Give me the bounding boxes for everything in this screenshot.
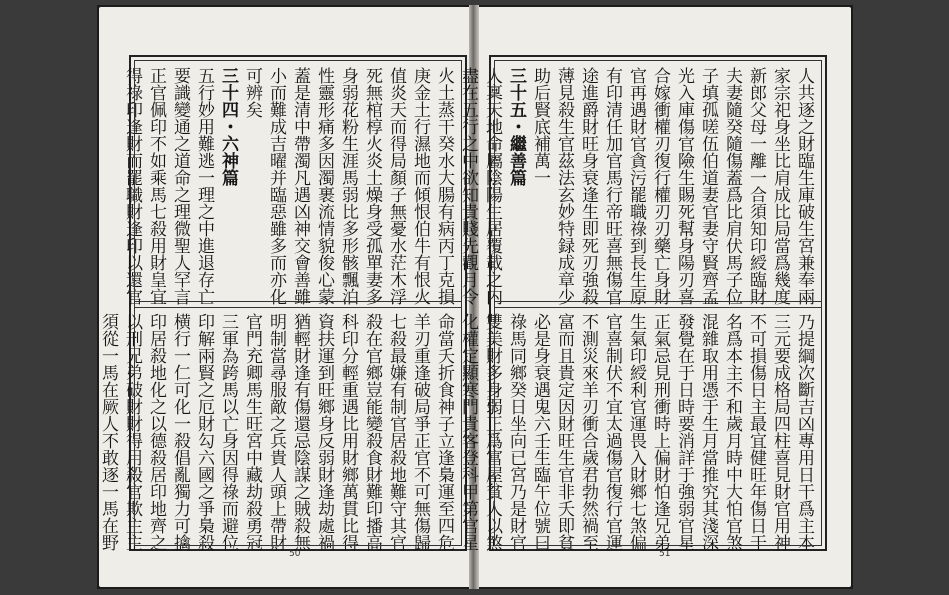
text-column: 明制當尋服敵之兵貴人頭上帶財: [266, 313, 286, 551]
text-column: 富而且貴定因財旺生官非夭即貧: [554, 313, 574, 551]
text-column: 人稟天地命屬陰陽生居覆載之内: [482, 67, 502, 305]
text-column: 羊刃重逢破局爭正官不可無傷歸: [410, 313, 430, 551]
right-page: [458, 7, 851, 587]
text-column: 正官佩印不如乘馬七殺用財皇宜: [146, 67, 166, 305]
text-column: 不測災來羊刃衝合歲君勃然禍至: [578, 313, 598, 551]
text-column: 五行妙用難逃一理之中進退存亡: [194, 67, 214, 305]
text-column: 光入庫傷官險生賜死幫身陽刃喜: [674, 67, 694, 305]
text-column: 三十五・繼善篇: [506, 67, 526, 186]
text-column: 殺在官鄉豈能變殺食財難印播高: [362, 313, 382, 551]
text-column: 性靈形痛多因濁裹流情貌俊心蒙: [314, 67, 334, 305]
text-column: 要識變通之道命之理微聖人罕言: [170, 67, 190, 305]
text-column: 混雜取用憑于生月當推究其淺深: [698, 313, 718, 551]
text-column: 三元要成格局四柱喜見財官用神: [770, 313, 790, 551]
text-column: 身弱花粉生涯馬弱比多形骸飄泊: [338, 67, 358, 305]
text-column: 雙美財多身弱正爲富屋貧人以煞: [482, 313, 502, 551]
text-column: 祿馬同鄉癸日坐向已宮乃是財官: [506, 313, 526, 551]
text-column: 以刑兄弟破財財得用殺官欺主主: [122, 313, 142, 551]
text-column: 資扶運到旺鄉身反弱財逢劫處禍: [314, 313, 334, 551]
text-column: 助后賢底補萬一: [530, 67, 550, 186]
left-page: [99, 7, 469, 587]
text-column: 家宗祀身坐比肩成比局當爲幾度: [770, 67, 790, 305]
text-column: 猶輕財逢有傷還忌陰謀之賊殺無: [290, 313, 310, 551]
open-book: [97, 5, 853, 589]
text-column: 合嫁衝權刃復行權刃刃藥亡身財: [650, 67, 670, 305]
text-column: 生氣印綬利官運畏入財鄉七煞偏: [626, 313, 646, 551]
text-column: 正氣忌見刑衝時上偏財怕逢兄弟: [650, 313, 670, 551]
text-column: 印解兩賢之厄財勾六國之爭梟殺: [194, 313, 214, 551]
text-column: 不可損傷日主最宜健旺年傷日干: [746, 313, 766, 551]
text-column: 官門充卿馬生旺宮中藏劫殺勇冠: [242, 313, 262, 551]
text-column: 必是身衰遇鬼六壬生臨午位號曰: [530, 313, 550, 551]
text-column: 死無棺椁火炎土燥身受孤單妻多: [362, 67, 382, 305]
text-column: 值炎天而得局顏子無憂水茫木浮: [386, 67, 406, 305]
text-column: 科印分輕重遇比用財鄉萬貫比得: [338, 313, 358, 551]
text-column: 小而難成吉曜并臨惡雖多而亦化: [266, 67, 286, 305]
right-section-divider: [494, 301, 822, 308]
text-column: 印居殺地化之以德殺居印地齊之: [146, 313, 166, 551]
text-column: 三軍為跨馬以亡身因得祿而避位: [218, 313, 238, 551]
text-column: 人共逐之財臨生庫破生宮兼奉兩: [794, 67, 814, 305]
text-column: 乃提綱次斷吉凶專用日干爲主本: [794, 313, 814, 551]
right-page-frame: [458, 55, 827, 551]
left-top-text-block: [122, 67, 455, 305]
text-column: 有印清任加官馬行帝旺喜無傷官: [602, 67, 622, 305]
text-column: 官喜制伏不宜太過傷官復行官運: [602, 313, 622, 551]
text-column: 途進爵財旺身衰逢生即死刃強殺: [578, 67, 598, 305]
text-column: 子填孤嗟伍伯道妻官妻守賢齊孟: [698, 67, 718, 305]
text-column: 可辨矣: [242, 67, 262, 118]
page-number: 50: [289, 549, 301, 559]
text-column: 須從一馬在厥人不敢逐一馬在野: [98, 313, 118, 551]
text-column: 薄見殺生官茲法玄妙特録成章少: [554, 67, 574, 305]
text-column: 横行一仁可化一殺倡亂獨力可擒: [170, 313, 190, 551]
left-bottom-text-block: [98, 313, 455, 551]
page-number: 51: [659, 549, 671, 559]
text-column: 命當夭折食神子立逢梟運至四危: [434, 313, 454, 551]
text-column: 得祿印逢財而罷職財逢印以還官: [122, 67, 142, 305]
right-top-text-block: [458, 67, 815, 305]
left-section-divider: [134, 301, 462, 308]
text-column: 蓋是清中帶濁凡遇凶神交會善雖: [290, 67, 310, 305]
text-column: 三十四・六神篇: [218, 67, 238, 186]
text-column: 化權定顯寒門貴客登科甲第官星: [458, 313, 478, 551]
left-page-frame: [98, 55, 467, 551]
text-column: 發覺在于日時要消詳于強弱官星: [674, 313, 694, 551]
text-column: 火土蒸干癸水大腸有病丙丁克損: [434, 67, 454, 305]
text-column: 新郎父母一離一合須知印綬臨財: [746, 67, 766, 305]
text-column: 七殺最嫌有制官居殺地難守其官: [386, 313, 406, 551]
right-bottom-text-block: [458, 313, 815, 551]
text-column: 盡在五行之中欲知貴賤先觀月令: [458, 67, 478, 305]
text-column: 夫妻隨癸隨傷蓋爲比肩伏馬子位: [722, 67, 742, 305]
text-column: 官再遇財官貪污罷職祿到長生原: [626, 67, 646, 305]
text-column: 名爲本主不和歲月時中大怕官煞: [722, 313, 742, 551]
text-column: 庚金土行濕地而傾恨伯牛有恨火: [410, 67, 430, 305]
